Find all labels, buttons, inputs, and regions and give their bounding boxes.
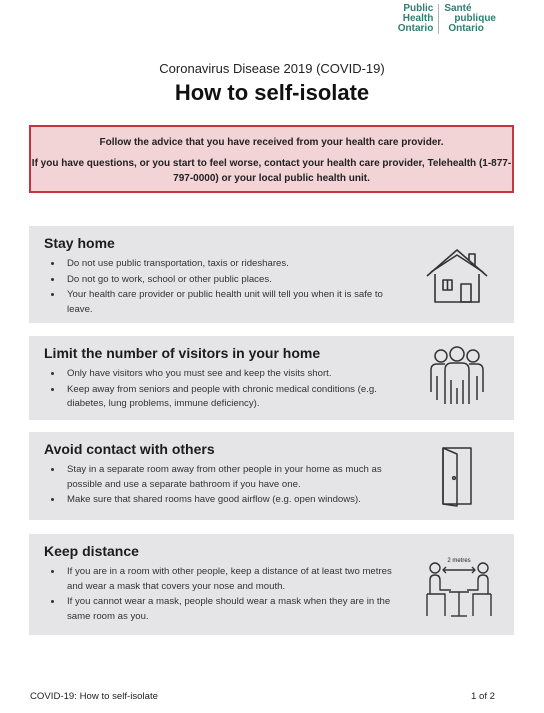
list-item: • Do not use public transportation, taxis or rideshares. bbox=[63, 257, 403, 272]
list-item: • If you cannot wear a mask, people should wear a mask when they are in the same room as you. bbox=[63, 595, 403, 624]
logo-en-line3: Ontario bbox=[397, 23, 434, 34]
people-group-icon bbox=[427, 344, 487, 410]
logo-en-line1: Public bbox=[403, 3, 434, 14]
bullet-list bbox=[44, 463, 403, 508]
section-keep-distance bbox=[29, 534, 514, 635]
section-heading: Keep distance bbox=[44, 543, 139, 559]
list-item: • Stay in a separate room away from other people in your home as much as possible and use a separate bathroom if you have one. bbox=[63, 463, 403, 492]
bullet-list bbox=[44, 565, 403, 624]
logo-fr-line3: Ontario bbox=[448, 23, 484, 34]
logo-french bbox=[438, 4, 496, 34]
house-icon bbox=[425, 246, 489, 306]
logo-english bbox=[393, 4, 439, 34]
section-heading: Stay home bbox=[44, 235, 115, 251]
list-item: • If you are in a room with other people, keep a distance of at least two metres and wear a mask that covers your nose and mouth. bbox=[63, 565, 403, 594]
two-metres-distance-icon bbox=[423, 554, 495, 620]
alert-line-1: Follow the advice that you have received from your health care provider. bbox=[99, 137, 444, 148]
list-item: • Keep away from seniors and people with chronic medical conditions (e.g. diabetes, lung problems, immune deficiency). bbox=[63, 383, 403, 412]
distance-label: 2 metres bbox=[447, 558, 471, 564]
alert-line-2: If you have questions, or you start to feel worse, contact your health care provider, Telehealth (1-877-797-0000) or your local public health unit. bbox=[31, 158, 512, 184]
section-limit-visitors bbox=[29, 336, 514, 420]
advice-alert-box bbox=[29, 125, 514, 193]
section-heading: Limit the number of visitors in your home bbox=[44, 345, 321, 361]
section-avoid-contact bbox=[29, 432, 514, 520]
bullet-list bbox=[44, 257, 403, 317]
document-title: How to self-isolate bbox=[174, 80, 370, 105]
list-item: • Do not go to work, school or other public places. bbox=[63, 273, 403, 288]
list-item: • Only have visitors who you must see and keep the visits short. bbox=[63, 367, 403, 382]
footer-page-number: 1 of 2 bbox=[470, 691, 495, 702]
list-item: • Make sure that shared rooms have good airflow (e.g. open windows). bbox=[63, 493, 403, 508]
public-health-ontario-logo bbox=[393, 4, 496, 34]
footer-document-name: COVID-19: How to self-isolate bbox=[30, 691, 158, 702]
list-item: • Your health care provider or public health unit will tell you when it is safe to leave. bbox=[63, 288, 403, 317]
section-stay-home bbox=[29, 226, 514, 323]
document-subtitle: Coronavirus Disease 2019 (COVID-19) bbox=[159, 61, 385, 76]
logo-fr-line1: Santé bbox=[444, 3, 472, 14]
bullet-list bbox=[44, 367, 403, 412]
logo-en-line2: Health bbox=[402, 13, 434, 24]
section-heading: Avoid contact with others bbox=[44, 441, 215, 457]
open-door-icon bbox=[439, 444, 475, 508]
logo-fr-line2: publique bbox=[454, 13, 496, 24]
